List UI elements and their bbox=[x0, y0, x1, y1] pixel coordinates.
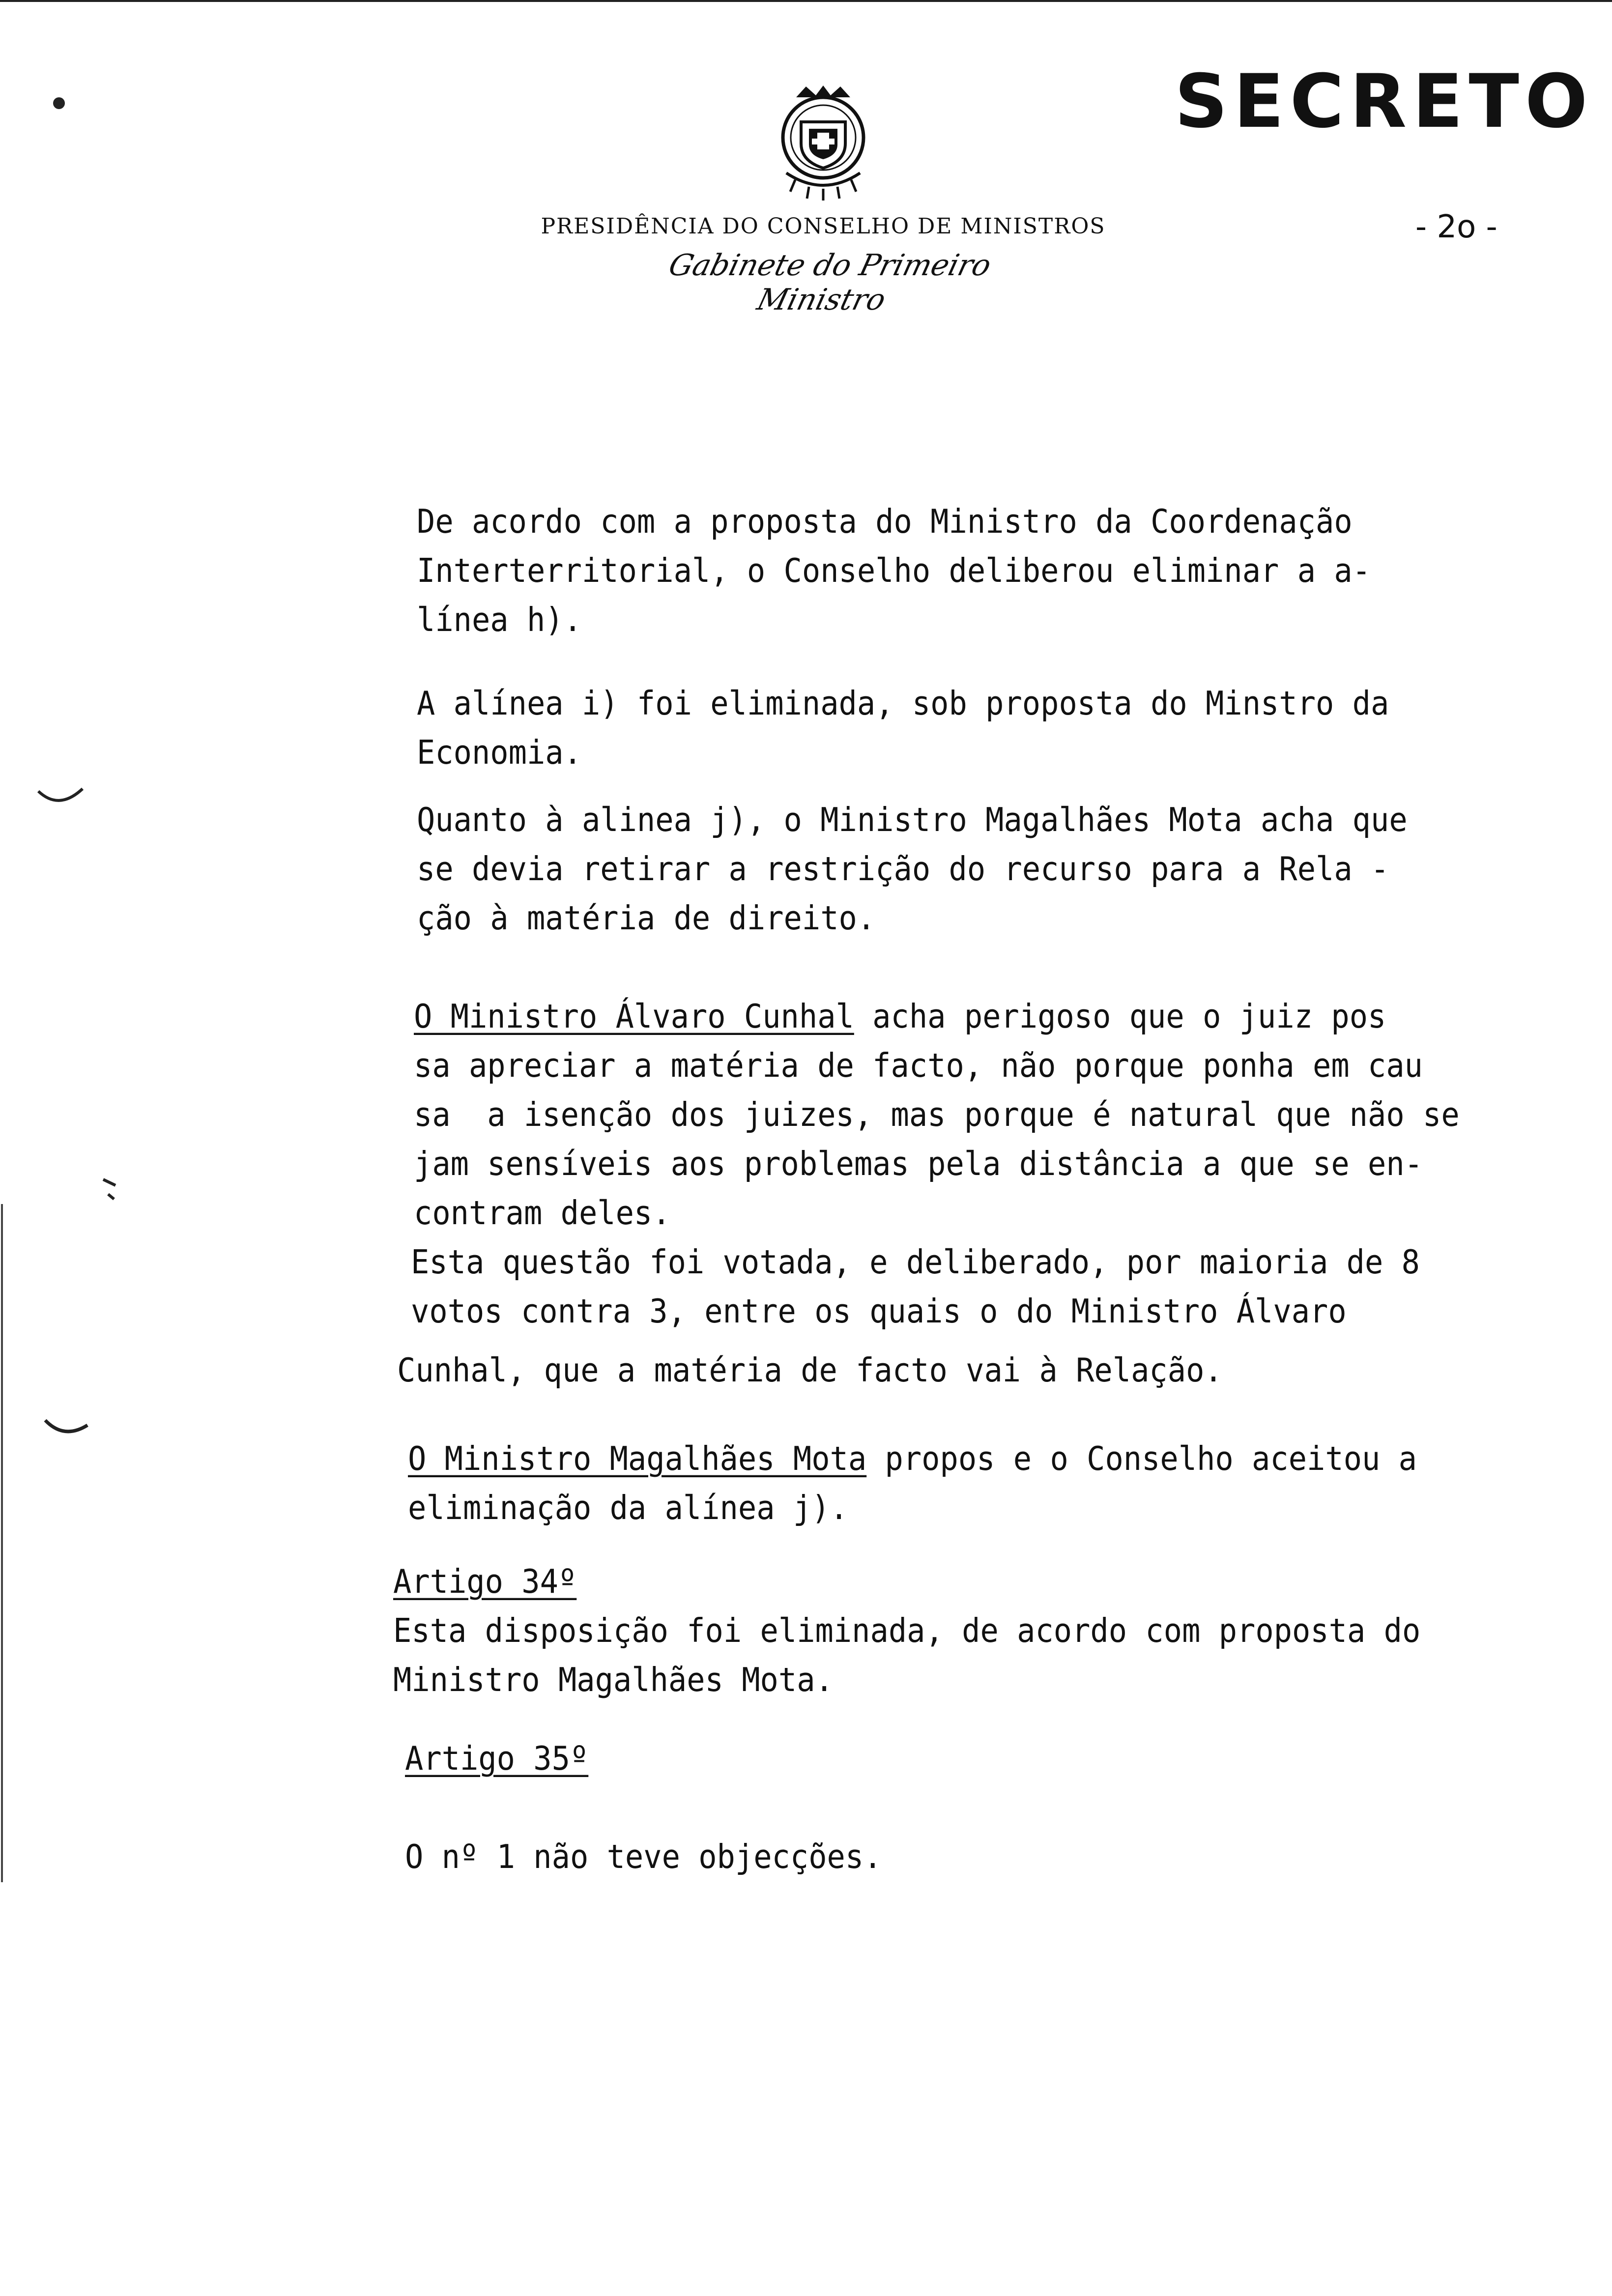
paragraph-6-line-2: eliminação da alínea j). bbox=[408, 1488, 848, 1527]
paragraph-4-line-2: sa apreciar a matéria de facto, não porque ponha em cau bbox=[414, 1046, 1423, 1085]
paragraph-4-line-1 bbox=[414, 995, 1386, 1037]
paragraph-5-line-1: Esta questão foi votada, e deliberado, por maioria de 8 bbox=[411, 1242, 1420, 1282]
paragraph-2-line-2: Economia. bbox=[417, 733, 582, 772]
paragraph-1-line-2: Interterritorial, o Conselho deliberou eliminar a a- bbox=[417, 551, 1371, 590]
article-35-line-1: O nº 1 não teve objecções. bbox=[405, 1837, 882, 1876]
paragraph-4-line-5: contram deles. bbox=[414, 1193, 671, 1233]
minister-name-mota: O Ministro Magalhães Mota bbox=[408, 1439, 867, 1478]
paragraph-1-line-1: De acordo com a proposta do Ministro da Coordenação bbox=[417, 502, 1353, 541]
article-34-line-2: Ministro Magalhães Mota. bbox=[393, 1660, 834, 1699]
left-margin-marks bbox=[0, 74, 118, 1941]
paragraph-5-line-3: Cunhal, que a matéria de facto vai à Relação. bbox=[397, 1350, 1223, 1390]
office-heading: PRESIDÊNCIA DO CONSELHO DE MINISTROS bbox=[541, 214, 1106, 239]
paragraph-6-line-1 bbox=[408, 1437, 1417, 1480]
paragraph-5-line-2: votos contra 3, entre os quais o do Ministro Álvaro bbox=[411, 1292, 1347, 1331]
article-34-line-1: Esta disposição foi eliminada, de acordo com proposta do bbox=[393, 1611, 1421, 1650]
paragraph-3-line-1: Quanto à alinea j), o Ministro Magalhães Mota acha que bbox=[417, 800, 1408, 839]
paragraph-3-line-2: se devia retirar a restrição do recurso para a Rela - bbox=[417, 849, 1389, 889]
paragraph-4-line-1-rest: acha perigoso que o juiz pos bbox=[854, 997, 1386, 1036]
paragraph-4-line-4: jam sensíveis aos problemas pela distância a que se en- bbox=[414, 1144, 1423, 1183]
article-35-heading: Artigo 35º bbox=[405, 1739, 589, 1778]
paragraph-6-line-1-rest: propos e o Conselho aceitou a bbox=[866, 1439, 1417, 1478]
secret-stamp: SECRETO bbox=[1175, 59, 1594, 144]
minister-name-cunhal: O Ministro Álvaro Cunhal bbox=[414, 997, 854, 1036]
page-number: - 2o - bbox=[1415, 209, 1497, 245]
paragraph-4-line-3: sa a isenção dos juizes, mas porque é natural que não se bbox=[414, 1095, 1460, 1134]
article-34-heading: Artigo 34º bbox=[393, 1562, 577, 1601]
paragraph-3-line-3: ção à matéria de direito. bbox=[417, 898, 876, 938]
office-subtitle: Gabinete do Primeiro Ministro bbox=[665, 248, 995, 317]
paragraph-2-line-1: A alínea i) foi eliminada, sob proposta do Minstro da bbox=[417, 684, 1389, 723]
paragraph-1-line-3: línea h). bbox=[417, 600, 582, 639]
